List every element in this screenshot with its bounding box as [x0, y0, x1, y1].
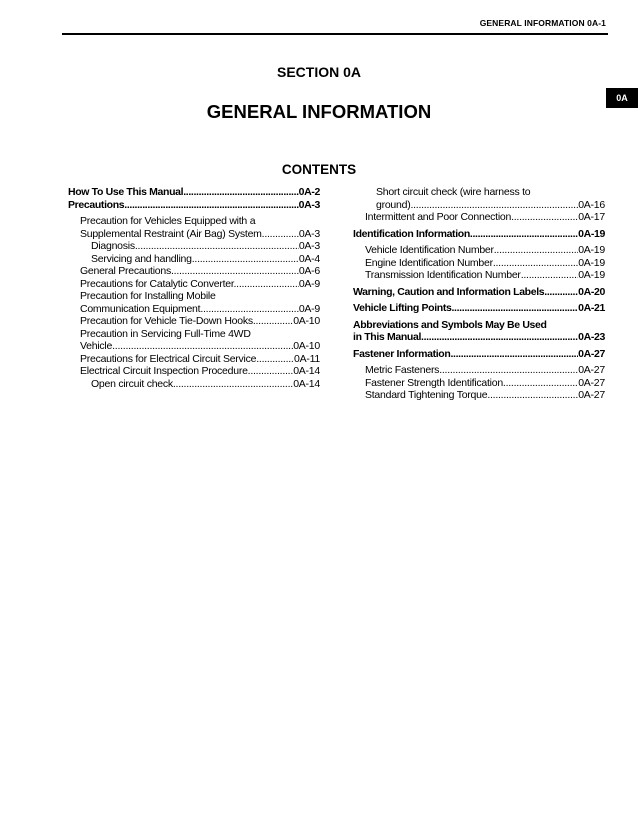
toc-entry-tie-down[interactable] — [68, 315, 320, 328]
toc-page: 0A-14 — [293, 365, 320, 377]
toc-entry-identification[interactable] — [353, 228, 605, 241]
toc-leader — [138, 240, 299, 253]
toc-leader — [171, 265, 299, 278]
toc-page: 0A-27 — [578, 347, 605, 360]
toc-entry-airbag[interactable] — [68, 228, 320, 241]
toc-label: Vehicle Lifting Points — [353, 302, 452, 314]
toc-leader — [256, 353, 294, 366]
section-label: SECTION 0A — [276, 64, 361, 80]
toc-leader — [451, 302, 578, 315]
toc-entry-short-circuit[interactable] — [353, 199, 605, 212]
toc-leader — [487, 389, 578, 402]
toc-page: 0A-6 — [298, 265, 320, 277]
toc-leader — [253, 315, 293, 328]
toc-entry-fastener-info[interactable] — [353, 348, 605, 361]
toc-leader — [124, 199, 298, 212]
toc-page: 0A-3 — [298, 240, 320, 252]
toc-leader — [450, 348, 578, 361]
toc-label: Communication Equipment — [80, 302, 201, 315]
toc-page: 0A-3 — [298, 227, 320, 240]
toc-page: 0A-4 — [298, 252, 320, 265]
toc-label: in This Manual — [353, 331, 422, 343]
toc-leader — [421, 331, 578, 344]
toc-entry-intermittent[interactable] — [353, 211, 605, 224]
toc-page: 0A-9 — [298, 302, 320, 315]
toc-leader — [194, 253, 298, 266]
toc-label: Servicing and handling. — [91, 252, 195, 265]
toc-entry-transmission-id[interactable] — [353, 269, 605, 282]
toc-label: Electrical Circuit Inspection Procedure — [80, 365, 248, 377]
toc-leader — [439, 364, 578, 377]
toc-label: Precaution for Vehicle Tie-Down Hooks — [80, 315, 253, 327]
toc-label: Supplemental Restraint (Air Bag) System — [80, 227, 262, 240]
toc-page: 0A-16 — [578, 198, 605, 211]
toc-label: Diagnosis. — [91, 240, 138, 252]
toc-label: Precautions for Electrical Circuit Service — [80, 352, 257, 365]
running-header: GENERAL INFORMATION 0A-1 — [479, 18, 606, 28]
toc-entry-strength[interactable] — [353, 377, 605, 390]
toc-leader — [236, 278, 299, 291]
toc-leader — [544, 286, 578, 299]
toc-left-column — [68, 186, 320, 390]
toc-leader — [470, 228, 578, 241]
toc-label: Metric Fasteners — [365, 364, 440, 376]
toc-page: 0A-14 — [293, 377, 320, 390]
toc-label: Standard Tightening Torque — [365, 389, 488, 401]
toc-entry-diagnosis[interactable] — [68, 240, 320, 253]
header-rule — [62, 33, 608, 35]
toc-entry-inspection[interactable] — [68, 365, 320, 378]
toc-entry-open-circuit[interactable] — [68, 378, 320, 391]
toc-page: 0A-27 — [578, 389, 605, 401]
toc-page: 0A-9 — [298, 277, 320, 290]
toc-entry-torque[interactable] — [353, 389, 605, 402]
contents-heading: CONTENTS — [281, 162, 357, 177]
toc-entry-catalytic[interactable] — [68, 278, 320, 291]
toc-page: 0A-23 — [578, 331, 605, 343]
toc-label: Fastener Information — [353, 347, 451, 360]
toc-label: Intermittent and Poor Connection — [365, 211, 512, 223]
section-title: GENERAL INFORMATION — [206, 101, 432, 122]
toc-leader — [183, 186, 298, 199]
toc-entry-mobile[interactable] — [68, 303, 320, 316]
toc-label: General Precautions — [80, 265, 171, 277]
toc-page: 0A-21 — [578, 302, 605, 314]
toc-entry-engine-id[interactable] — [353, 257, 605, 270]
section-tab-badge: 0A — [606, 88, 638, 108]
toc-entry-warning-labels[interactable] — [353, 286, 605, 299]
toc-page: 0A-20 — [578, 285, 605, 298]
toc-label: Vehicle Identification Number — [365, 244, 494, 256]
toc-entry-how-to-use[interactable] — [68, 186, 320, 199]
toc-label: Identification Information — [353, 227, 470, 240]
toc-label: Fastener Strength Identification — [365, 376, 503, 389]
toc-leader — [112, 340, 293, 353]
toc-page: 0A-19 — [578, 227, 605, 240]
toc-page: 0A-10 — [293, 315, 320, 327]
toc-leader — [494, 244, 578, 257]
toc-page: 0A-2 — [298, 186, 320, 198]
toc-leader — [410, 199, 578, 212]
toc-label: Precautions — [68, 198, 125, 211]
toc-label: Open circuit check — [91, 377, 173, 390]
toc-entry-mobile-line1[interactable]: Precaution for Installing Mobile — [80, 290, 216, 302]
toc-leader — [493, 257, 578, 270]
toc-entry-abbreviations[interactable] — [353, 331, 605, 344]
toc-leader — [262, 228, 299, 241]
toc-page: 0A-11 — [294, 352, 320, 365]
toc-page: 0A-10 — [293, 340, 320, 352]
toc-entry-precautions[interactable] — [68, 199, 320, 212]
toc-page: 0A-19 — [578, 256, 605, 269]
toc-entry-general-precautions[interactable] — [68, 265, 320, 278]
toc-leader — [200, 303, 299, 316]
toc-page: 0A-27 — [578, 376, 605, 389]
toc-entry-lifting[interactable] — [353, 302, 605, 315]
toc-leader — [503, 377, 578, 390]
toc-label: Transmission Identification Number — [365, 269, 521, 281]
toc-entry-electrical-service[interactable] — [68, 353, 320, 366]
toc-page: 0A-19 — [578, 269, 605, 281]
toc-leader — [248, 365, 294, 378]
toc-page: 0A-27 — [578, 364, 605, 376]
toc-entry-servicing[interactable] — [68, 253, 320, 266]
toc-label: Precautions for Catalytic Converter. — [80, 277, 237, 290]
toc-entry-abbreviations-line1[interactable]: Abbreviations and Symbols May Be Used — [353, 318, 547, 331]
toc-right-column — [353, 186, 605, 402]
toc-entry-airbag-line1[interactable]: Precaution for Vehicles Equipped with a — [80, 215, 256, 227]
toc-label: Engine Identification Number — [365, 256, 493, 269]
toc-label: Warning, Caution and Information Labels — [353, 285, 545, 298]
toc-leader — [173, 378, 293, 391]
toc-page: 0A-19 — [578, 244, 605, 256]
toc-page: 0A-17 — [578, 211, 605, 223]
toc-entry-4wd[interactable] — [68, 340, 320, 353]
toc-leader — [521, 269, 579, 282]
toc-label: Vehicle — [80, 340, 113, 352]
toc-label: How To Use This Manual — [68, 186, 184, 198]
toc-entry-short-circuit-line1[interactable]: Short circuit check (wire harness to — [376, 186, 531, 198]
toc-label: ground) — [376, 198, 411, 211]
toc-entry-4wd-line1[interactable]: Precaution in Servicing Full-Time 4WD — [80, 327, 251, 340]
toc-entry-metric[interactable] — [353, 364, 605, 377]
toc-entry-vin[interactable] — [353, 244, 605, 257]
toc-page: 0A-3 — [298, 198, 320, 211]
toc-leader — [511, 211, 578, 224]
